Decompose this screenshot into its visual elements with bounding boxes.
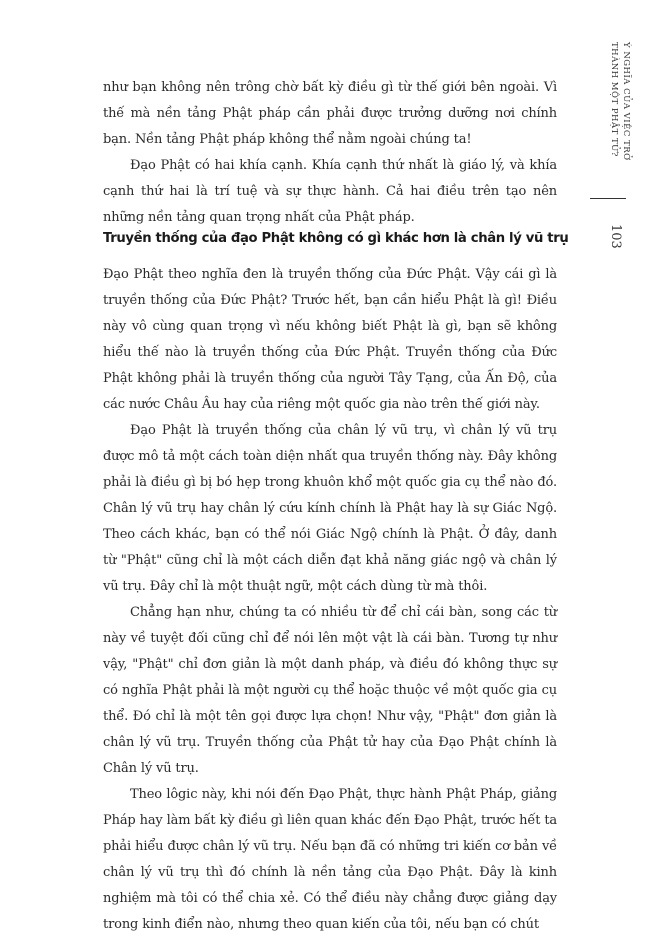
section-text-block (103, 262, 557, 938)
section-heading: Truyền thống của đạo Phật không có gì khác hơn là chân lý vũ trụ (103, 231, 569, 246)
running-header-line2: THÀNH MỘT PHẬT TỬ? (609, 42, 619, 157)
paragraph-continued: như bạn không nên trông chờ bất kỳ điều gì từ thế giới bên ngoài. Vì thế mà nền tảng Phật pháp cần phải được trưởng dưỡng nơi chính bạn. Nền tảng Phật pháp không thể nằm ngoài chúng ta! (103, 80, 557, 147)
header-divider (590, 198, 626, 199)
paragraph-universal-truth: Đạo Phật là truyền thống của chân lý vũ trụ, vì chân lý vũ trụ được mô tả một cách toàn diện nhất qua truyền thống này. Đây không phải là điều gì bị bó hẹp trong khuôn khổ một quốc gia cụ thể nào đó. Chân lý vũ trụ hay chân lý cứu kính chính là Phật hay là sự Giác Ngộ. Theo cách khác, bạn có thể nói Giác Ngộ chính là Phật. Ở đây, danh từ "Phật" cũng chỉ là một cách diễn đạt khả năng giác ngộ và chân lý vũ trụ. Đây chỉ là một thuật ngữ, một cách dùng từ mà thôi. (103, 423, 557, 594)
paragraph-literal-meaning: Đạo Phật theo nghĩa đen là truyền thống của Đức Phật. Vậy cái gì là truyền thống của Đức Phật? Trước hết, bạn cần hiểu Phật là gì! Điều này vô cùng quan trọng vì nếu không biết Phật là gì, bạn sẽ không hiểu thế nào là truyền thống của Đức Phật. Truyền thống của Đức Phật không phải là truyền thống của người Tây Tạng, của Ấn Độ, của các nước Châu Âu hay của riêng một quốc gia nào trên thế giới này. (103, 267, 557, 412)
top-text-block (103, 75, 557, 231)
paragraph-logic: Theo lôgic này, khi nói đến Đạo Phật, thực hành Phật Pháp, giảng Pháp hay làm bất kỳ điều gì liên quan khác đến Đạo Phật, trước hết ta phải hiểu được chân lý vũ trụ. Nếu bạn đã có những tri kiến cơ bản về chân lý vũ trụ thì đó chính là nền tảng của Đạo Phật. Đây là kinh nghiệm mà tôi có thể chia xẻ. Có thể điều này chẳng được giảng dạy trong kinh điển nào, nhưng theo quan kiến của tôi, nếu bạn có chút (103, 787, 557, 932)
running-header-line1: Ý NGHĨA CỦA VIỆC TRỞ (621, 42, 631, 161)
running-header (608, 42, 632, 161)
paragraph-table-example: Chẳng hạn như, chúng ta có nhiều từ để chỉ cái bàn, song các từ này về tuyệt đối cũng chỉ để nói lên một vật là cái bàn. Tương tự như vậy, "Phật" chỉ đơn giản là một danh pháp, và điều đó không thực sự có nghĩa Phật phải là một người cụ thể hoặc thuộc về một quốc gia cụ thể. Đó chỉ là một tên gọi được lựa chọn! Như vậy, "Phật" đơn giản là chân lý vũ trụ. Truyền thống của Phật tử hay của Đạo Phật chính là Chân lý vũ trụ. (103, 605, 557, 776)
paragraph-two-aspects: Đạo Phật có hai khía cạnh. Khía cạnh thứ nhất là giáo lý, và khía cạnh thứ hai là trí tuệ và sự thực hành. Cả hai điều trên tạo nên những nền tảng quan trọng nhất của Phật pháp. (103, 158, 557, 225)
page-number: 103 (608, 224, 623, 249)
